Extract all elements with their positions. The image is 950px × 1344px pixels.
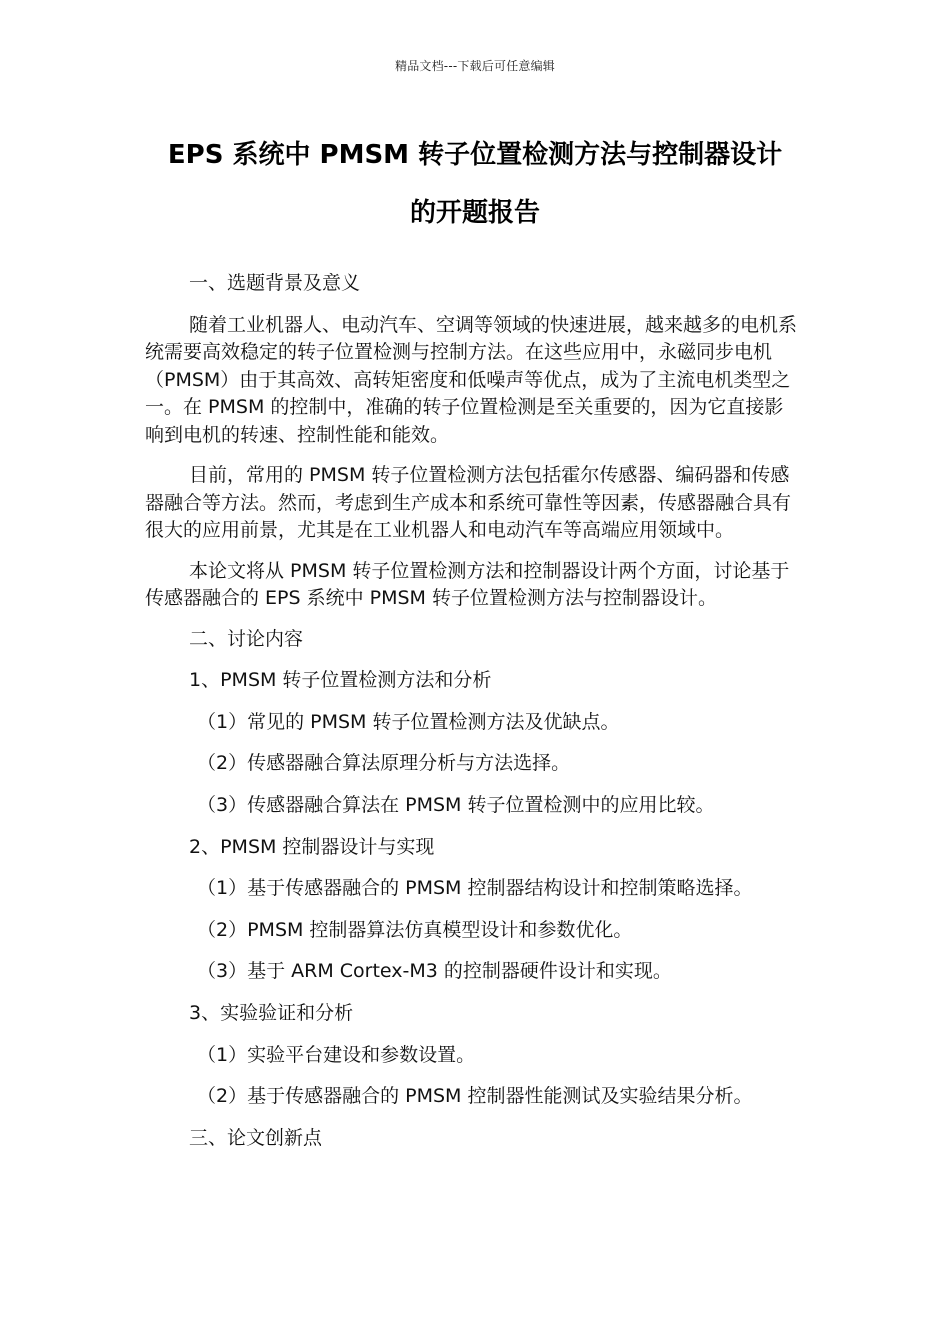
running-header: 精品文档---下载后可任意编辑	[395, 59, 555, 73]
sub-item-controller-structure: （1）基于传感器融合的 PMSM 控制器结构设计和控制策略选择。	[197, 877, 753, 900]
sub-item-performance-test: （2）基于传感器融合的 PMSM 控制器性能测试及实验结果分析。	[197, 1085, 753, 1108]
sub-item-fusion-comparison: （3）传感器融合算法在 PMSM 转子位置检测中的应用比较。	[197, 793, 715, 816]
section-heading-background: 一、选题背景及意义	[189, 272, 361, 294]
section-heading-innovation: 三、论文创新点	[189, 1126, 323, 1149]
list-item-experiment: 3、实验验证和分析	[189, 1001, 354, 1024]
sub-item-common-methods: （1）常见的 PMSM 转子位置检测方法及优缺点。	[197, 710, 620, 733]
paragraph-background-3: 本论文将从 PMSM 转子位置检测方法和控制器设计两个方面，讨论基于传感器融合的 EPS 系统中 PMSM 转子位置检测方法与控制器设计。	[145, 559, 790, 610]
list-item-controller-design: 2、PMSM 控制器设计与实现	[189, 835, 435, 858]
sub-item-platform-setup: （1）实验平台建设和参数设置。	[197, 1043, 476, 1066]
document-title-line-2: 的开题报告	[409, 198, 540, 228]
sub-item-fusion-principle: （2）传感器融合算法原理分析与方法选择。	[197, 752, 571, 775]
list-item-rotor-detection: 1、PMSM 转子位置检测方法和分析	[189, 669, 492, 692]
section-heading-research-content: 二、讨论内容	[189, 627, 304, 650]
sub-item-hardware-design: （3）基于 ARM Cortex-M3 的控制器硬件设计和实现。	[197, 960, 672, 983]
document-title-line-1: EPS 系统中 PMSM 转子位置检测方法与控制器设计	[167, 140, 783, 170]
sub-item-simulation-model: （2）PMSM 控制器算法仿真模型设计和参数优化。	[197, 918, 633, 941]
paragraph-background-2: 目前，常用的 PMSM 转子位置检测方法包括霍尔传感器、编码器和传感器融合等方法。然而，考虑到生产成本和系统可靠性等因素，传感器融合具有很大的应用前景，尤其是在工业机器人和电动汽车等高端应用领域中。	[145, 464, 792, 542]
paragraph-background-1: 随着工业机器人、电动汽车、空调等领域的快速进展，越来越多的电机系统需要高效稳定的转子位置检测与控制方法。在这些应用中，永磁同步电机（PMSM）由于其高效、高转矩密度和低噪声等优点，成为了主流电机类型之一。在 PMSM 的控制中，准确的转子位置检测是至关重要的，因为它直接影响到电机的转速、控制性能和能效。	[145, 313, 798, 446]
document-body	[145, 270, 801, 1166]
